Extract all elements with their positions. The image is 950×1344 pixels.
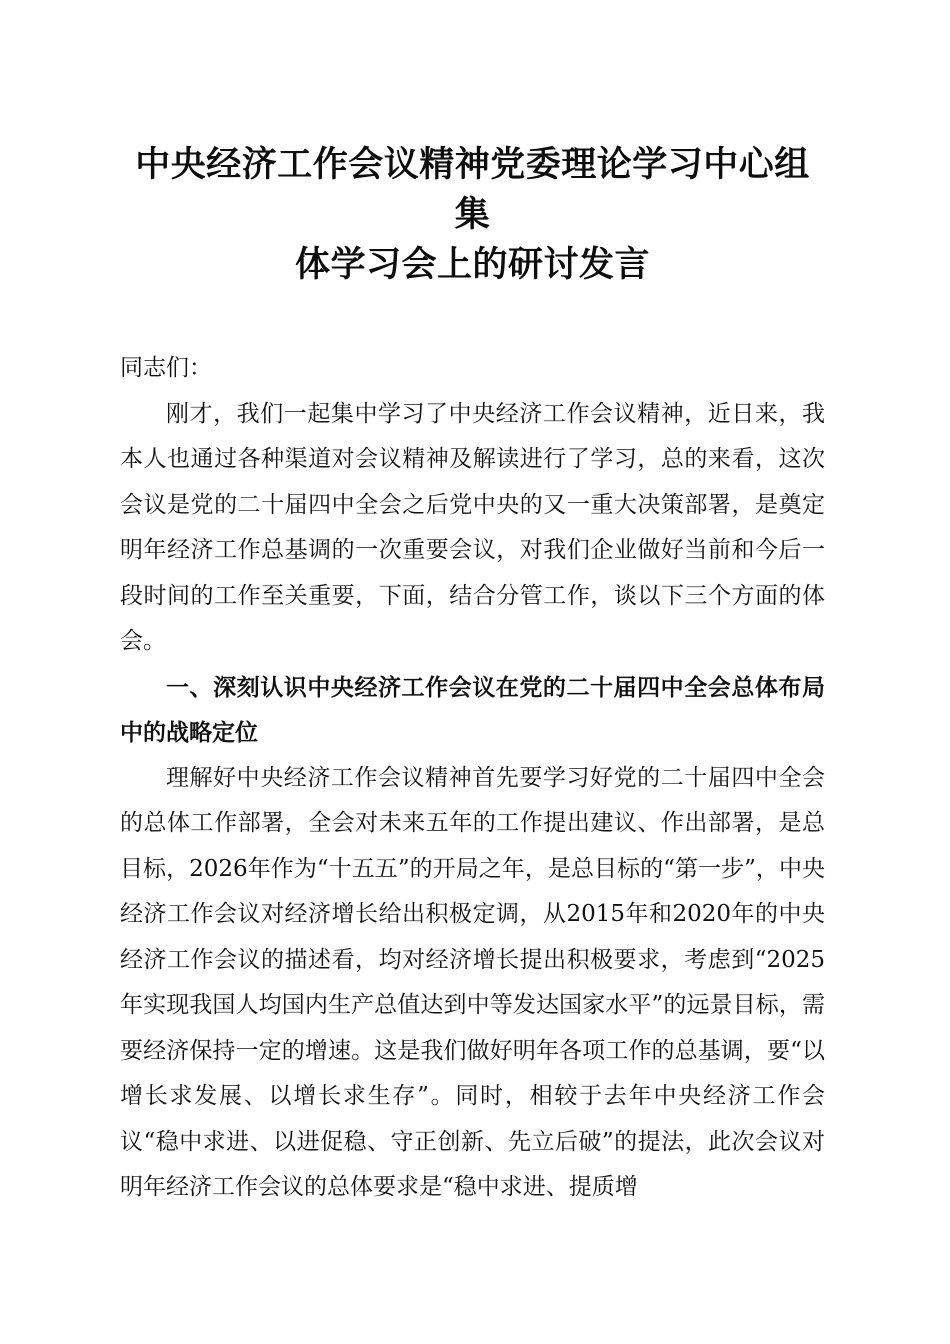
paragraph-section-1: 理解好中央经济工作会议精神首先要学习好党的二十届四中全会的总体工作部署，全会对未来五年的工作提出建议、作出部署，是总目标，2026年作为“十五五”的开局之年，是总目标的“第一步”，中央经济工作会议对经济增长给出积极定调，从2015年和2020年的中央经济工作会议的描述看，均对经济增长提出积极要求，考虑到“2025年实现我国人均国内生产总值达到中等发达国家水平”的远景目标，需要经济保持一定的增速。这是我们做好明年各项工作的总基调，要“以增长求发展、以增长求生存”。同时，相较于去年中央经济工作会议“稳中求进、以进促稳、守正创新、先立后破”的提法，此次会议对明年经济工作会议的总体要求是“稳中求进、提质增 xyxy=(120,764,825,1200)
salutation: 同志们： xyxy=(120,355,212,381)
section-heading-1: 一、深刻认识中央经济工作会议在党的二十届四中全会总体布局中的战略定位 xyxy=(120,673,825,746)
document-page xyxy=(120,140,825,1211)
document-body xyxy=(120,346,825,1211)
paragraph-intro: 刚才，我们一起集中学习了中央经济工作会议精神，近日来，我本人也通过各种渠道对会议精神及解读进行了学习，总的来看，这次会议是党的二十届四中全会之后党中央的又一重大决策部署，是奠定明年经济工作总基调的一次重要会议，对我们企业做好当前和今后一段时间的工作至关重要，下面，结合分管工作，谈以下三个方面的体会。 xyxy=(120,400,825,654)
document-title xyxy=(120,140,825,290)
title-line-1: 中央经济工作会议精神党委理论学习中心组集 xyxy=(135,144,810,235)
title-line-2: 体学习会上的研讨发言 xyxy=(294,244,650,285)
